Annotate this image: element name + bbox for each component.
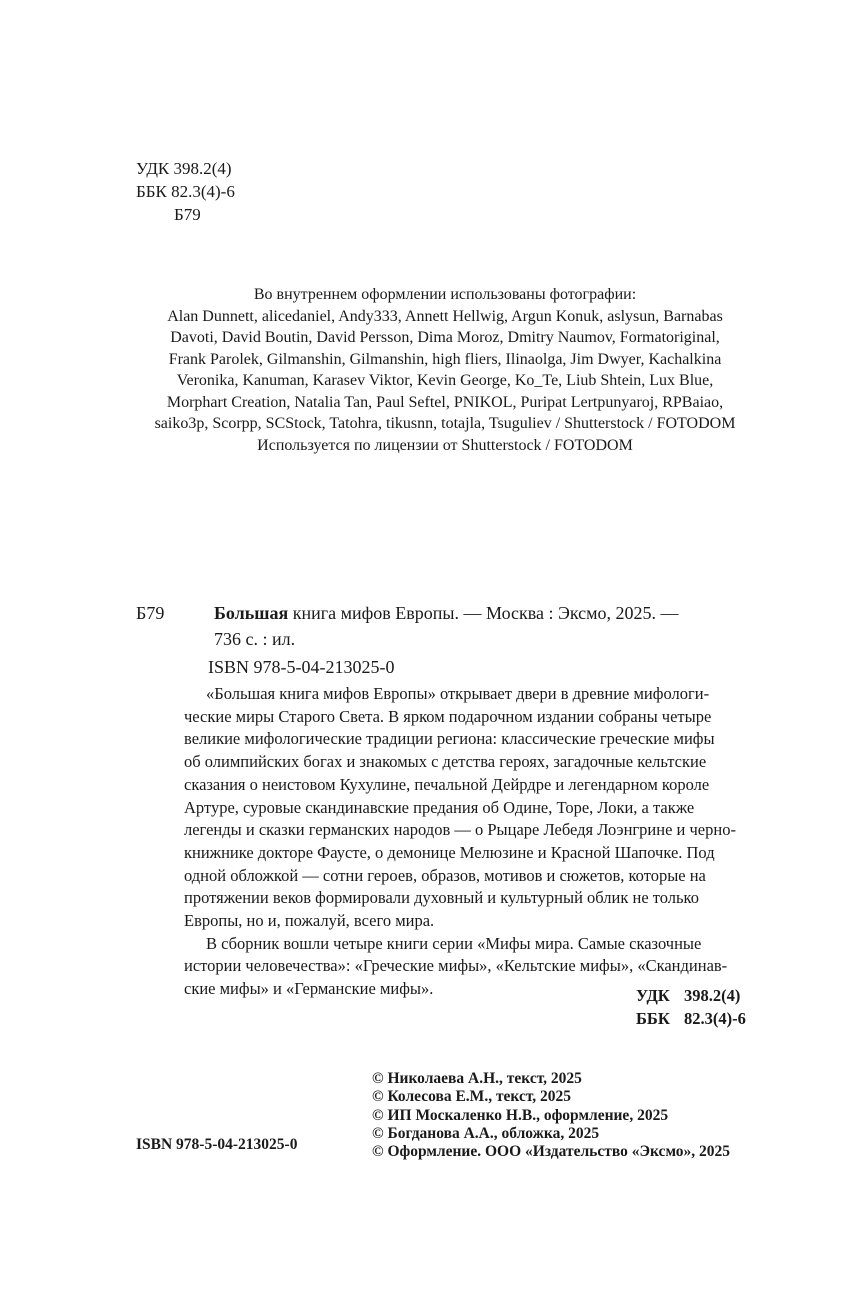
annotation bbox=[184, 683, 750, 1001]
copyright-line: © Николаева А.Н., текст, 2025 bbox=[372, 1070, 582, 1087]
annotation-line: Артуре, суровые скандинавские предания об Одине, Торе, Локи, а также bbox=[184, 797, 695, 817]
annotation-line: ские мифы» и «Германские мифы». bbox=[184, 979, 434, 999]
udk-label: УДК bbox=[636, 986, 670, 1005]
bibliographic-record bbox=[136, 600, 679, 652]
bbk-label: ББК bbox=[636, 1009, 670, 1028]
udk-line bbox=[636, 984, 746, 1007]
copyright-line: © Колесова Е.М., текст, 2025 bbox=[372, 1088, 572, 1106]
footer-isbn: ISBN 978-5-04-213025-0 bbox=[136, 1136, 298, 1153]
classification-codes bbox=[136, 157, 235, 226]
credits-line: Veronika, Kanuman, Karasev Viktor, Kevin George, Ko_Te, Liub Shtein, Lux Blue, bbox=[176, 372, 714, 389]
credits-line: Davoti, David Boutin, David Persson, Dima Moroz, Dmitry Naumov, Formatoriginal, bbox=[170, 329, 720, 346]
annotation-line: Европы, но и, пожалуй, всего мира. bbox=[184, 911, 435, 931]
copyright-line: © Оформление. ООО «Издательство «Эксмо», 2025 bbox=[372, 1143, 731, 1161]
codes-block bbox=[636, 984, 746, 1030]
credits-heading: Во внутреннем оформлении использованы фотографии: bbox=[253, 286, 637, 303]
annotation-line: «Большая книга мифов Европы» открывает двери в древние мифологи- bbox=[206, 684, 710, 703]
annotation-line: сказания о неистовом Кухулине, печальной Дейрдре и легендарном короле bbox=[184, 774, 710, 794]
record-code: Б79 bbox=[136, 603, 165, 623]
copyright-line: © Богданова А.А., обложка, 2025 bbox=[372, 1124, 600, 1142]
license-note: Используется по лицензии от Shutterstock / FOTODOM bbox=[257, 436, 633, 454]
record-isbn: ISBN 978-5-04-213025-0 bbox=[208, 657, 395, 677]
annotation-line: об олимпийских богах и знакомых с детства героях, загадочные кельтские bbox=[184, 752, 707, 772]
author-code: Б79 bbox=[174, 205, 201, 224]
record-title-line bbox=[136, 600, 679, 626]
record-title-bold: Большая bbox=[214, 603, 289, 623]
record-pages: 736 с. : ил. bbox=[214, 629, 296, 649]
credits-line: saiko3p, Scorpp, SCStock, Tatohra, tikusnn, totajla, Tsuguliev / Shutterstock / FOTODOM bbox=[154, 415, 736, 432]
annotation-line: истории человечества»: «Греческие мифы», «Кельтские мифы», «Скандинав- bbox=[184, 956, 728, 976]
copyright-line: © ИП Москаленко Н.В., оформление, 2025 bbox=[372, 1106, 669, 1124]
annotation-line: книжнике докторе Фаусте, о демонице Мелюзине и Красной Шапочке. Под bbox=[184, 842, 715, 862]
bbk-line bbox=[636, 1007, 746, 1030]
credits-line: Alan Dunnett, alicedaniel, Andy333, Annett Hellwig, Argun Konuk, aslysun, Barnabas bbox=[167, 307, 723, 325]
annotation-line: ческие миры Старого Света. В ярком подарочном издании собраны четыре bbox=[184, 706, 712, 726]
annotation-line: одной обложкой — сотни героев, образов, мотивов и сюжетов, которые на bbox=[184, 865, 706, 885]
udk-value: 398.2(4) bbox=[684, 986, 741, 1005]
bbk-value: 82.3(4)-6 bbox=[684, 1009, 746, 1028]
credits-line: Morphart Creation, Natalia Tan, Paul Seftel, PNIKOL, Puripat Lertpunyaroj, RPBaiao, bbox=[166, 393, 724, 411]
annotation-line: протяжении веков формировали духовный и культурный облик не только bbox=[184, 888, 699, 908]
bbk-code: ББК 82.3(4)-6 bbox=[136, 182, 235, 201]
annotation-line: легенды и сказки германских народов — о Рыцаре Лебедя Лоэнгрине и черно- bbox=[184, 820, 736, 840]
record-title-rest: книга мифов Европы. — Москва : Эксмо, 2025. — bbox=[288, 603, 679, 623]
udk-code: УДК 398.2(4) bbox=[136, 159, 232, 178]
photo-credits bbox=[130, 284, 760, 456]
annotation-line: В сборник вошли четыре книги серии «Мифы мира. Самые сказочные bbox=[206, 933, 702, 953]
credits-line: Frank Parolek, Gilmanshin, Gilmanshin, high fliers, Ilinaolga, Jim Dwyer, Kachalkina bbox=[168, 350, 722, 368]
copyright-block bbox=[372, 1070, 730, 1161]
annotation-line: великие мифологические традиции региона: классические греческие мифы bbox=[184, 729, 715, 749]
